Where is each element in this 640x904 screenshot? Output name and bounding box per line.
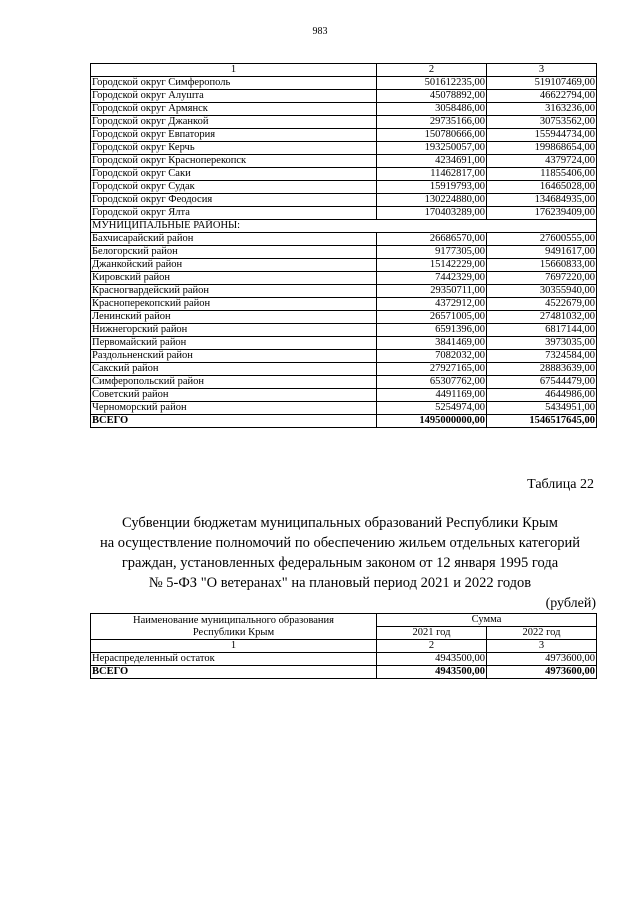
municipality-name-cell: Городской округ Красноперекопск	[91, 155, 377, 168]
amount-2021-cell: 193250057,00	[377, 142, 487, 155]
amount-2022-cell: 4379724,00	[487, 155, 597, 168]
table-22	[90, 613, 597, 679]
title-line: № 5-ФЗ "О ветеранах" на плановый период 2021 и 2022 годов	[148, 575, 532, 591]
amount-2021-cell: 26571005,00	[377, 311, 487, 324]
municipality-name-cell: Красногвардейский район	[91, 285, 377, 298]
header-name-line: Наименование муниципального образования	[133, 614, 334, 626]
table-row	[91, 77, 597, 90]
amount-2022-cell: 30355940,00	[487, 285, 597, 298]
table-row	[91, 376, 597, 389]
header-2021: 2021 год	[377, 627, 487, 640]
amount-2022-cell: 67544479,00	[487, 376, 597, 389]
table-row	[91, 246, 597, 259]
table-row	[91, 181, 597, 194]
header-municipality-name	[91, 614, 377, 640]
total-row	[91, 666, 597, 679]
amount-2021-cell: 15919793,00	[377, 181, 487, 194]
section-row	[91, 220, 597, 233]
municipality-name-cell: Красноперекопский район	[91, 298, 377, 311]
amount-2021-cell: 29350711,00	[377, 285, 487, 298]
section-label-municipal-districts: МУНИЦИПАЛЬНЫЕ РАЙОНЫ:	[91, 220, 597, 233]
amount-2022-cell: 9491617,00	[487, 246, 597, 259]
total-2022-value: 1546517645,00	[487, 415, 597, 428]
amount-2022-cell: 46622794,00	[487, 90, 597, 103]
amount-2021-cell: 3058486,00	[377, 103, 487, 116]
municipality-name-cell: Городской округ Ялта	[91, 207, 377, 220]
header-row	[91, 614, 597, 627]
amount-2021-cell: 7442329,00	[377, 272, 487, 285]
municipality-name-cell: Ленинский район	[91, 311, 377, 324]
header-sum: Сумма	[377, 614, 597, 627]
title-line: Субвенции бюджетам муниципальных образований Республики Крым	[122, 515, 558, 531]
page-number: 983	[312, 26, 328, 37]
amount-2021-cell: 45078892,00	[377, 90, 487, 103]
table-row	[91, 103, 597, 116]
municipality-name-cell: Городской округ Армянск	[91, 103, 377, 116]
table-row	[91, 142, 597, 155]
amount-2022-cell: 4973600,00	[487, 653, 597, 666]
column-number-row	[91, 64, 597, 77]
table-row	[91, 272, 597, 285]
municipality-name-cell: Городской округ Алушта	[91, 90, 377, 103]
table-row	[91, 90, 597, 103]
amount-2021-cell: 4943500,00	[377, 653, 487, 666]
amount-2021-cell: 4491169,00	[377, 389, 487, 402]
amount-2021-cell: 6591396,00	[377, 324, 487, 337]
total-label: ВСЕГО	[91, 666, 377, 679]
amount-2022-cell: 155944734,00	[487, 129, 597, 142]
amount-2022-cell: 519107469,00	[487, 77, 597, 90]
amount-2022-cell: 5434951,00	[487, 402, 597, 415]
subventions-table-continued	[90, 63, 597, 428]
table-row	[91, 207, 597, 220]
column-number-row	[91, 640, 597, 653]
table-row	[91, 402, 597, 415]
municipality-name-cell: Нижнегорский район	[91, 324, 377, 337]
amount-2021-cell: 4372912,00	[377, 298, 487, 311]
table-row	[91, 350, 597, 363]
municipality-name-cell: Кировский район	[91, 272, 377, 285]
municipality-name-cell: Городской округ Судак	[91, 181, 377, 194]
column-number-1: 1	[91, 640, 377, 653]
table-row	[91, 311, 597, 324]
total-row	[91, 415, 597, 428]
municipality-name-cell: Белогорский район	[91, 246, 377, 259]
table-row	[91, 324, 597, 337]
table-row	[91, 285, 597, 298]
municipality-name-cell: Городской округ Евпатория	[91, 129, 377, 142]
amount-2022-cell: 4644986,00	[487, 389, 597, 402]
table-row	[91, 116, 597, 129]
amount-2021-cell: 65307762,00	[377, 376, 487, 389]
municipality-name-cell: Городской округ Саки	[91, 168, 377, 181]
amount-2021-cell: 11462817,00	[377, 168, 487, 181]
table-row	[91, 129, 597, 142]
amount-2022-cell: 7324584,00	[487, 350, 597, 363]
amount-2022-cell: 6817144,00	[487, 324, 597, 337]
total-2022-value: 4973600,00	[487, 666, 597, 679]
amount-2021-cell: 4234691,00	[377, 155, 487, 168]
table-row	[91, 259, 597, 272]
total-label: ВСЕГО	[91, 415, 377, 428]
header-name-line: Республики Крым	[192, 626, 275, 638]
table-row	[91, 298, 597, 311]
table-row	[91, 653, 597, 666]
total-2021-value: 1495000000,00	[377, 415, 487, 428]
amount-2021-cell: 15142229,00	[377, 259, 487, 272]
table-row	[91, 363, 597, 376]
municipality-name-cell: Городской округ Керчь	[91, 142, 377, 155]
total-2021-value: 4943500,00	[377, 666, 487, 679]
municipality-name-cell: Симферопольский район	[91, 376, 377, 389]
table-row	[91, 389, 597, 402]
amount-2021-cell: 27927165,00	[377, 363, 487, 376]
amount-2021-cell: 501612235,00	[377, 77, 487, 90]
amount-2022-cell: 15660833,00	[487, 259, 597, 272]
amount-2021-cell: 29735166,00	[377, 116, 487, 129]
municipality-name-cell: Советский район	[91, 389, 377, 402]
table-row	[91, 337, 597, 350]
table-number-label: Таблица 22	[527, 477, 594, 492]
municipality-name-cell: Нераспределенный остаток	[91, 653, 377, 666]
municipality-name-cell: Городской округ Феодосия	[91, 194, 377, 207]
amount-2022-cell: 7697220,00	[487, 272, 597, 285]
column-number-2: 2	[377, 640, 487, 653]
municipality-name-cell: Сакский район	[91, 363, 377, 376]
amount-2022-cell: 134684935,00	[487, 194, 597, 207]
amount-2022-cell: 16465028,00	[487, 181, 597, 194]
municipality-name-cell: Раздольненский район	[91, 350, 377, 363]
amount-2021-cell: 170403289,00	[377, 207, 487, 220]
municipality-name-cell: Черноморский район	[91, 402, 377, 415]
amount-2022-cell: 176239409,00	[487, 207, 597, 220]
amount-2022-cell: 4522679,00	[487, 298, 597, 311]
amount-2021-cell: 130224880,00	[377, 194, 487, 207]
municipality-name-cell: Джанкойский район	[91, 259, 377, 272]
table-row	[91, 233, 597, 246]
amount-2022-cell: 3163236,00	[487, 103, 597, 116]
municipality-name-cell: Первомайский район	[91, 337, 377, 350]
table-row	[91, 168, 597, 181]
column-number-3: 3	[487, 64, 597, 77]
municipality-name-cell: Городской округ Симферополь	[91, 77, 377, 90]
table-row	[91, 155, 597, 168]
table-row	[91, 194, 597, 207]
header-2022: 2022 год	[487, 627, 597, 640]
title-line: на осуществление полномочий по обеспечению жильем отдельных категорий	[99, 535, 581, 551]
amount-2022-cell: 28883639,00	[487, 363, 597, 376]
amount-2022-cell: 27481032,00	[487, 311, 597, 324]
amount-2022-cell: 27600555,00	[487, 233, 597, 246]
amount-2021-cell: 3841469,00	[377, 337, 487, 350]
column-number-3: 3	[487, 640, 597, 653]
title-line: граждан, установленных федеральным законом от 12 января 1995 года	[121, 555, 559, 571]
amount-2022-cell: 11855406,00	[487, 168, 597, 181]
amount-2022-cell: 30753562,00	[487, 116, 597, 129]
column-number-1: 1	[91, 64, 377, 77]
table-22-title	[60, 513, 620, 593]
currency-unit-label: (рублей)	[545, 596, 596, 611]
amount-2021-cell: 26686570,00	[377, 233, 487, 246]
amount-2022-cell: 3973035,00	[487, 337, 597, 350]
amount-2021-cell: 9177305,00	[377, 246, 487, 259]
amount-2021-cell: 7082032,00	[377, 350, 487, 363]
municipality-name-cell: Бахчисарайский район	[91, 233, 377, 246]
amount-2021-cell: 150780666,00	[377, 129, 487, 142]
amount-2021-cell: 5254974,00	[377, 402, 487, 415]
municipality-name-cell: Городской округ Джанкой	[91, 116, 377, 129]
column-number-2: 2	[377, 64, 487, 77]
amount-2022-cell: 199868654,00	[487, 142, 597, 155]
